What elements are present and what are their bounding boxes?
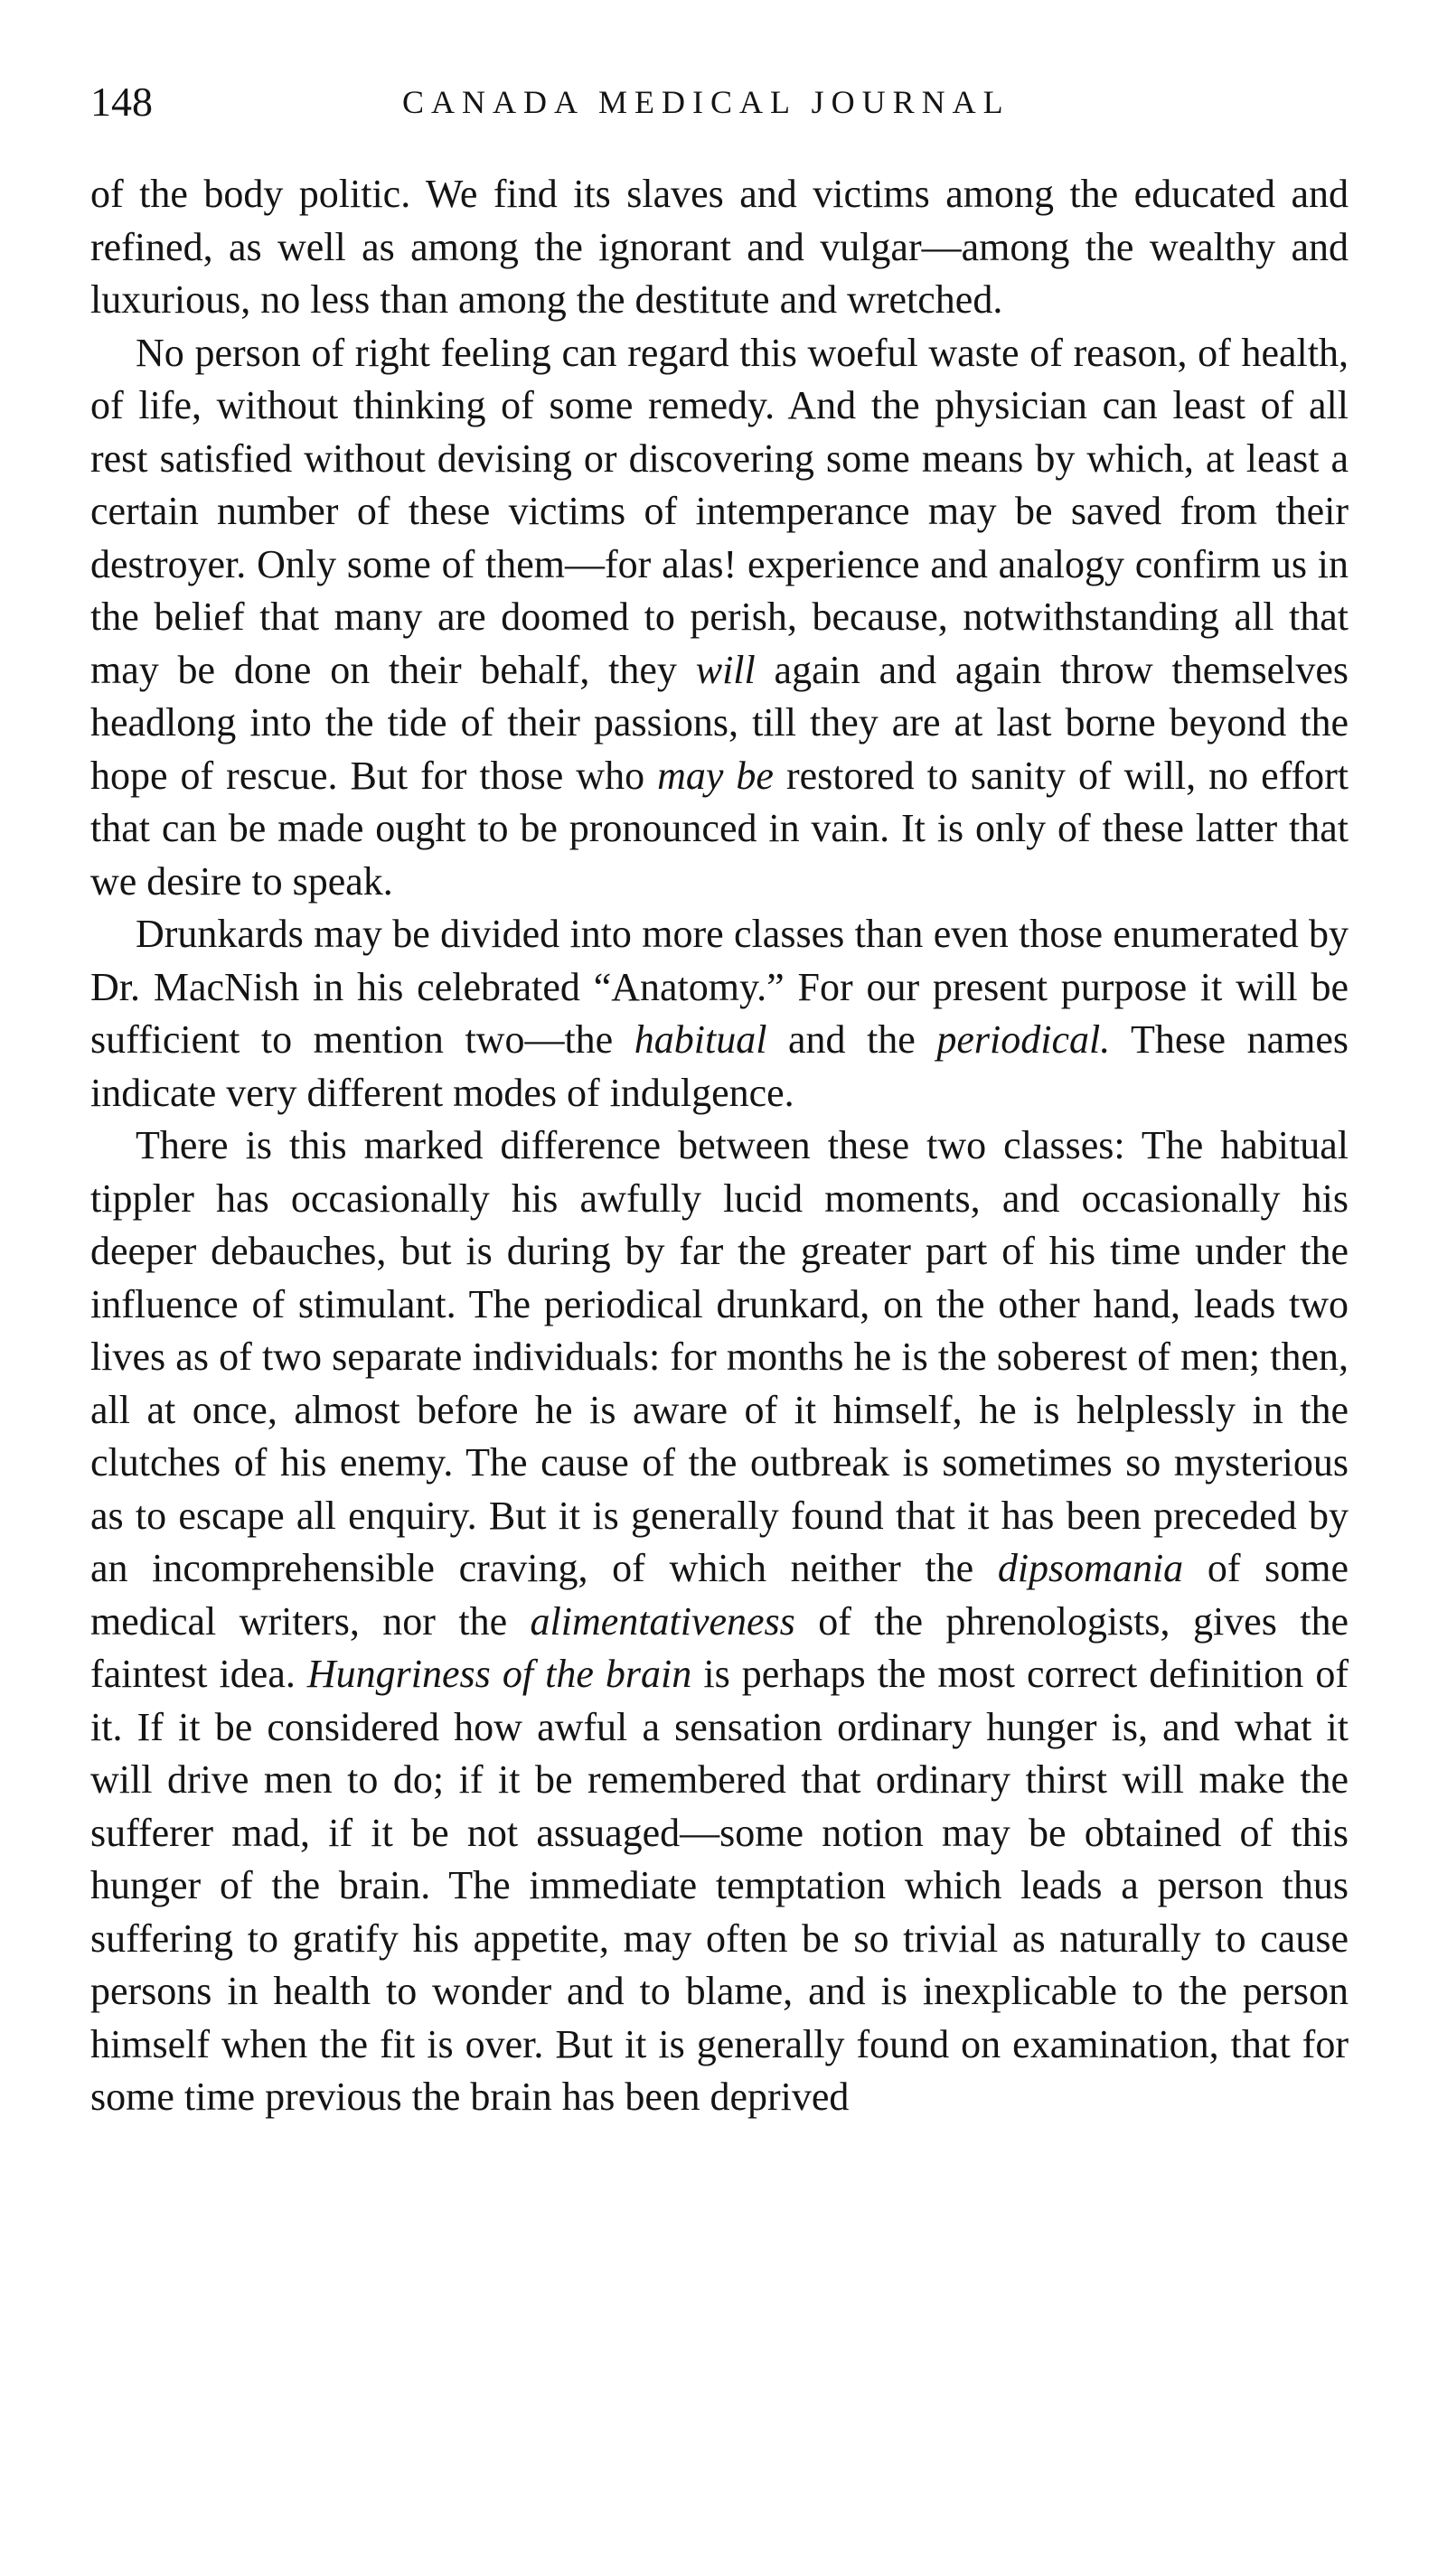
text-span: These names indicate very different modes of indulgence.: [90, 1017, 1349, 1115]
italic-span: alimentativeness: [530, 1598, 795, 1644]
text-span: of the phrenologists, gives the faintest idea.: [90, 1598, 1349, 1696]
italic-span: dipsomania: [997, 1546, 1184, 1590]
paragraph-4: [90, 1119, 1349, 2124]
text-span: is perhaps the most correct definition of it. If it be considered how awful a sensation ordinary hunger is, and what it will drive men to do; if it be remembered that ordinary thirst will make the sufferer mad, if it be not assuaged—some notion may be obtained of this hunger of the brain. The immediate temptation which leads a person thus suffering to gratify his appetite, may often be so trivial as naturally to cause persons in health to wonder and to blame, and is inexplicable to the person himself when the fit is over. But it is generally found on examination, that for some time previous the brain has been deprived: [90, 1652, 1349, 2119]
italic-span: Hungriness of the brain: [306, 1652, 692, 1696]
article-body: [90, 168, 1349, 2124]
text-span: and the: [766, 1017, 937, 1062]
paragraph-1: [90, 168, 1349, 327]
text-span: of some medical writers, nor the: [90, 1546, 1349, 1644]
paragraph-2: [90, 327, 1349, 909]
text-span: of the body politic. We find its slaves and victims among the educated and refined, as well as among the ignorant and vulgar—among the wealthy and luxurious, no less than among the destitute and wretched.: [90, 172, 1349, 322]
text-span: again and again throw themselves headlong into the tide of their passions, till they are at last borne beyond the hope of rescue. But for those who: [90, 647, 1349, 798]
journal-title: CANADA MEDICAL JOURNAL: [402, 84, 1010, 120]
italic-span: habitual: [634, 1017, 767, 1062]
text-span: Drunkards may be divided into more classes than even those enumerated by Dr. MacNish in his celebrated “Anatomy.” For our present purpose it will be sufficient to mention two—the: [90, 912, 1349, 1062]
page-number: 148: [90, 79, 153, 125]
italic-span: will: [695, 647, 756, 692]
running-head: [90, 78, 1356, 132]
italic-span: may be: [657, 753, 774, 798]
text-span: restored to sanity of will, no effort that can be made ought to be pronounced in vain. It is only of these latter that we desire to speak.: [90, 753, 1349, 904]
text-span: There is this marked difference between these two classes: The habitual tippler has occasionally his awfully lucid moments, and occasionally his deeper debauches, but is during by far the greater part of his time under the influence of stimulant. The periodical drunkard, on the other hand, leads two lives as of two separate individuals: for months he is the soberest of men; then, all at once, almost before he is aware of it himself, he is helplessly in the clutches of his enemy. The cause of the outbreak is sometimes so mysterious as to escape all enquiry. But it is generally found that it has been preceded by an incomprehensible craving, of which neither the: [90, 1123, 1349, 1590]
italic-span: periodical.: [936, 1017, 1111, 1062]
text-span: No person of right feeling can regard this woeful waste of reason, of health, of life, without thinking of some remedy. And the physician can least of all rest satisfied without devising or discovering some means by which, at least a certain number of these victims of intemperance may be saved from their destroyer. Only some of them—for alas! experience and analogy confirm us in the belief that many are doomed to perish, because, notwithstanding all that may be done on their behalf, they: [90, 330, 1349, 692]
paragraph-3: [90, 908, 1349, 1119]
